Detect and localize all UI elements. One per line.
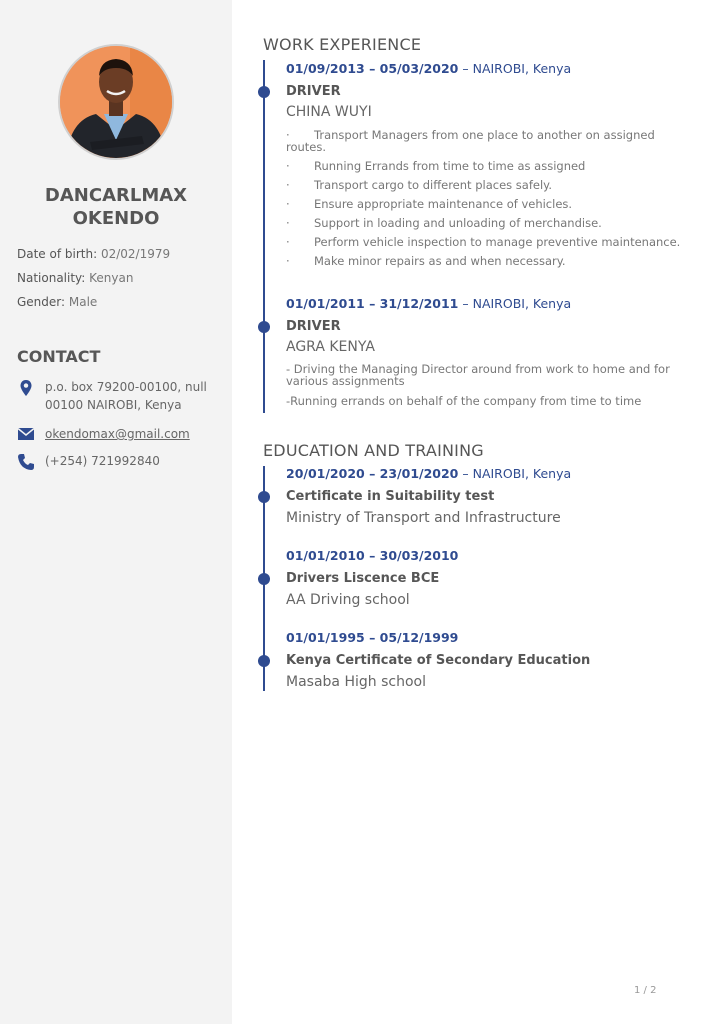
work-timeline-line (263, 60, 265, 413)
duty-item: · Ensure appropriate maintenance of vehicles. (286, 197, 573, 211)
edu-3-dates (286, 630, 458, 645)
candidate-name (0, 184, 232, 230)
edu-1-title: Certificate in Suitability test (286, 489, 495, 504)
job-2-description-1: - Driving the Managing Director around from work to home and for various assignments (286, 362, 670, 388)
duty-item: · Support in loading and unloading of merchandise. (286, 216, 602, 230)
edu-1-institution: Ministry of Transport and Infrastructure (286, 510, 561, 526)
date-of-birth (17, 247, 170, 261)
location-pin-icon (17, 379, 35, 397)
edu-2-date-range: 01/01/2010 – 30/03/2010 (286, 548, 459, 563)
duty-item: · Transport cargo to different places safely. (286, 178, 552, 192)
sidebar (0, 0, 232, 1024)
edu-2-dates (286, 548, 458, 563)
profile-photo (58, 44, 174, 160)
gender (17, 295, 97, 309)
address-line-2: 00100 NAIROBI, Kenya (45, 398, 182, 412)
job-2-dates (286, 296, 571, 311)
contact-heading: CONTACT (17, 347, 101, 366)
job-2-date-range: 01/01/2011 – 31/12/2011 (286, 296, 459, 311)
nationality-value: Kenyan (89, 271, 134, 285)
edu-1-date-range: 20/01/2020 – 23/01/2020 (286, 466, 459, 481)
address (45, 378, 207, 414)
job-1-location: – NAIROBI, Kenya (458, 61, 572, 76)
duty-item: · Running Errands from time to time as assigned (286, 159, 586, 173)
gender-label: Gender: (17, 295, 66, 309)
job-1-duties (286, 129, 682, 274)
edu-2-institution: AA Driving school (286, 592, 410, 608)
job-2-description-2: -Running errands on behalf of the company from time to time (286, 394, 642, 408)
work-experience-heading: WORK EXPERIENCE (263, 35, 422, 54)
job-2-location: – NAIROBI, Kenya (458, 296, 572, 311)
gender-value: Male (68, 295, 98, 309)
edu-2-title: Drivers Liscence BCE (286, 571, 440, 586)
job-1-timeline-dot (258, 86, 270, 98)
job-2-timeline-dot (258, 321, 270, 333)
address-line-1: p.o. box 79200-00100, null (45, 380, 207, 394)
edu-1-location: – NAIROBI, Kenya (458, 466, 572, 481)
avatar (60, 46, 172, 158)
edu-1-timeline-dot (258, 491, 270, 503)
envelope-icon (17, 425, 35, 443)
last-name: OKENDO (72, 208, 160, 229)
duty-item: · Make minor repairs as and when necessary. (286, 254, 566, 268)
phone-number[interactable]: (+254) 721992840 (45, 454, 160, 468)
edu-3-date-range: 01/01/1995 – 05/12/1999 (286, 630, 459, 645)
edu-1-dates (286, 466, 571, 481)
email-link[interactable]: okendomax@gmail.com (45, 427, 190, 441)
edu-3-institution: Masaba High school (286, 674, 426, 690)
job-2-role: DRIVER (286, 319, 341, 334)
job-2-employer: AGRA KENYA (286, 339, 375, 355)
job-1-employer: CHINA WUYI (286, 104, 372, 120)
duty-item: · Perform vehicle inspection to manage preventive maintenance. (286, 235, 681, 249)
dob-value: 02/02/1979 (100, 247, 171, 261)
nationality-label: Nationality: (17, 271, 86, 285)
page-number: 1 / 2 (634, 985, 657, 996)
dob-label: Date of birth: (17, 247, 98, 261)
duty-item: · Transport Managers from one place to another on assigned routes. (286, 128, 655, 154)
job-1-dates (286, 61, 571, 76)
job-1-date-range: 01/09/2013 – 05/03/2020 (286, 61, 459, 76)
edu-3-title: Kenya Certificate of Secondary Education (286, 653, 591, 668)
edu-2-timeline-dot (258, 573, 270, 585)
first-name: DANCARLMAX (44, 185, 188, 206)
job-1-role: DRIVER (286, 84, 341, 99)
edu-3-timeline-dot (258, 655, 270, 667)
nationality (17, 271, 133, 285)
phone-icon (17, 453, 35, 471)
education-heading: EDUCATION AND TRAINING (263, 441, 484, 460)
